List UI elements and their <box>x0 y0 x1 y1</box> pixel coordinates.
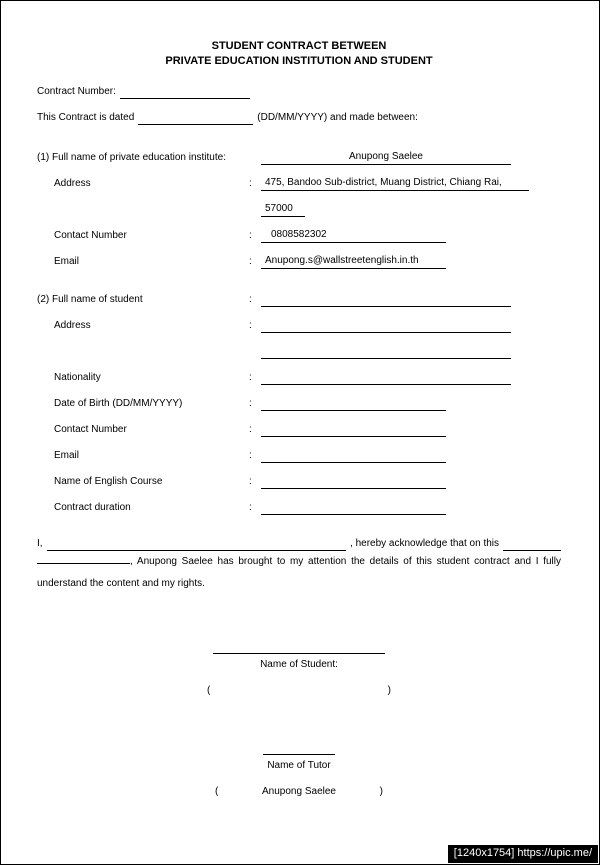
colon: : <box>249 256 252 267</box>
student-address-blank-line1 <box>261 332 511 333</box>
acknowledgement-mid: , hereby acknowledge that on this <box>350 538 499 549</box>
institute-address-row-2 <box>37 191 561 217</box>
institute-contact-row <box>37 217 561 243</box>
tutor-printed-name-row <box>215 785 383 799</box>
student-dob-label: Date of Birth (DD/MM/YYYY) <box>54 398 183 409</box>
student-contact-row <box>37 411 561 437</box>
contract-number-label: Contract Number: <box>37 86 116 97</box>
student-course-blank <box>261 488 446 489</box>
institute-contact-label: Contact Number <box>54 230 127 241</box>
institute-contact-value: 0808582302 <box>261 228 446 243</box>
student-name-blank <box>261 306 511 307</box>
student-name-row <box>37 281 561 307</box>
watermark-badge: [1240x1754] https://upic.me/ <box>448 845 598 863</box>
paren-open: ( <box>207 685 211 696</box>
contract-number-blank <box>120 98 250 99</box>
paren-open: ( <box>215 786 219 797</box>
student-dob-row <box>37 385 561 411</box>
institute-address-row <box>37 165 561 191</box>
institute-name-label: (1) Full name of private education institute: <box>37 152 226 163</box>
colon: : <box>249 372 252 383</box>
tutor-signature-line <box>263 754 335 755</box>
colon: : <box>249 320 252 331</box>
institute-name-value: Anupong Saelee <box>261 150 511 165</box>
contract-date-label-before: This Contract is dated <box>37 112 135 123</box>
student-course-row <box>37 463 561 489</box>
colon: : <box>249 230 252 241</box>
institute-address-value-line2: 57000 <box>261 202 305 217</box>
student-nationality-label: Nationality <box>54 372 101 383</box>
acknowledgement-line2 <box>37 551 561 573</box>
colon: : <box>249 178 252 189</box>
student-signature-caption: Name of Student: <box>260 659 338 670</box>
student-nationality-blank <box>261 384 511 385</box>
acknowledgement-line2-text: , Anupong Saelee has brought to my attention the details of this student contract and I fully <box>130 556 561 567</box>
institute-address-label: Address <box>54 178 91 189</box>
acknowledgement-date-blank-2 <box>37 551 130 564</box>
student-address-label: Address <box>54 320 91 331</box>
student-address-row <box>37 307 561 333</box>
student-duration-blank <box>261 514 446 515</box>
document-title-line1: STUDENT CONTRACT BETWEEN <box>211 40 387 52</box>
colon: : <box>249 398 252 409</box>
colon: : <box>249 502 252 513</box>
student-email-row <box>37 437 561 463</box>
student-duration-row <box>37 489 561 515</box>
colon: : <box>249 476 252 487</box>
contract-date-label-after: (DD/MM/YYYY) and made between: <box>257 112 418 123</box>
colon: : <box>249 450 252 461</box>
institute-address-value-line1: 475, Bandoo Sub-district, Muang District, Chiang Rai, <box>261 176 529 191</box>
student-email-label: Email <box>54 450 80 461</box>
student-contact-blank <box>261 436 446 437</box>
paren-close: ) <box>379 786 383 797</box>
document-title <box>37 39 561 69</box>
student-duration-label: Contract duration <box>54 502 131 513</box>
paren-close: ) <box>387 685 391 696</box>
acknowledgement-line3: understand the content and my rights. <box>37 578 205 589</box>
student-name-label: (2) Full name of student <box>37 294 143 305</box>
student-dob-blank <box>261 410 446 411</box>
signature-section <box>37 653 561 799</box>
colon: : <box>249 424 252 435</box>
tutor-printed-name: Anupong Saelee <box>262 786 336 797</box>
student-course-label: Name of English Course <box>54 476 163 487</box>
institute-name-row <box>37 139 561 165</box>
acknowledgement-paragraph <box>37 529 561 595</box>
acknowledgement-lead: I, <box>37 538 43 549</box>
institute-email-row <box>37 243 561 269</box>
student-email-blank <box>261 462 446 463</box>
tutor-signature-caption: Name of Tutor <box>267 760 331 771</box>
contract-number-row <box>37 73 561 99</box>
contract-date-blank <box>138 124 253 125</box>
student-address-blank-line2 <box>261 358 511 359</box>
institute-email-label: Email <box>54 256 80 267</box>
acknowledgement-line1 <box>37 529 561 551</box>
contract-date-row <box>37 99 561 125</box>
student-signature-line <box>213 653 385 654</box>
document-title-line2: PRIVATE EDUCATION INSTITUTION AND STUDENT <box>165 55 433 67</box>
colon: : <box>249 294 252 305</box>
student-contact-label: Contact Number <box>54 424 127 435</box>
institute-email-value: Anupong.s@wallstreetenglish.in.th <box>261 254 446 269</box>
student-printed-name-row <box>207 684 391 698</box>
document-content <box>1 1 599 799</box>
student-address-row-2 <box>37 333 561 359</box>
student-nationality-row <box>37 359 561 385</box>
